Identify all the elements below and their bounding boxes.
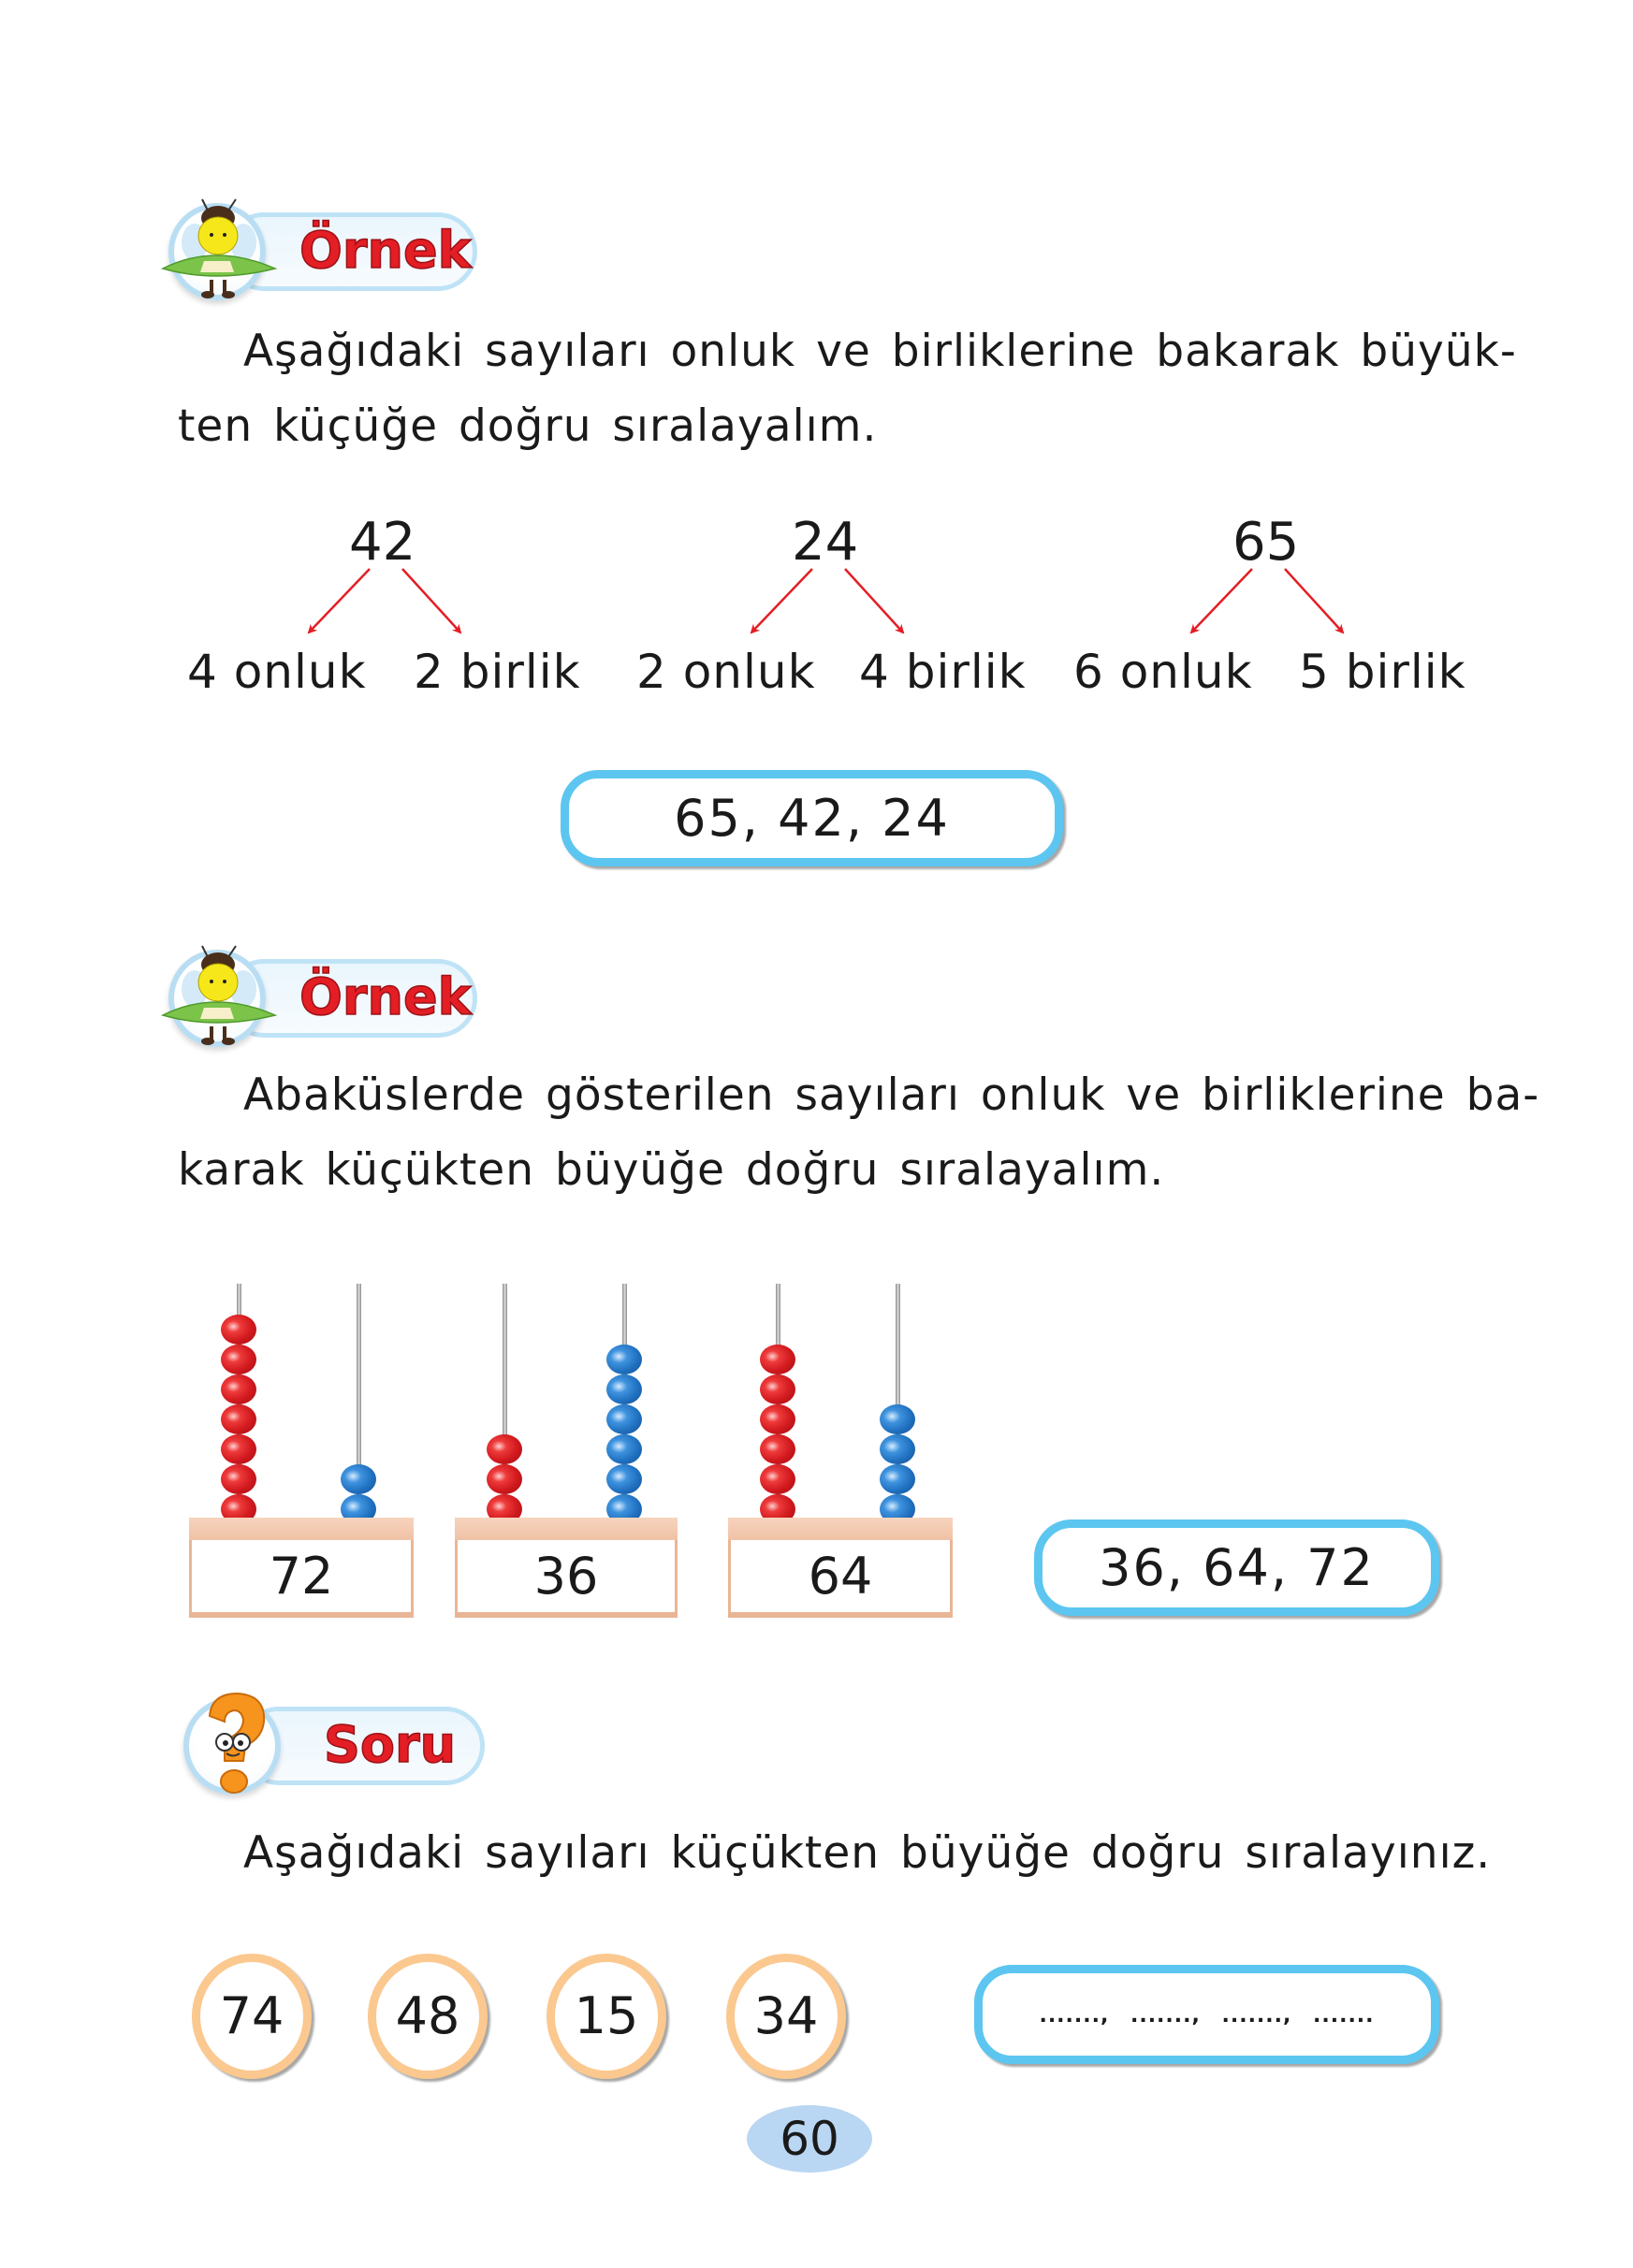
- tens-label-24: 2 onluk: [636, 645, 816, 699]
- ones-bead: [880, 1404, 915, 1434]
- answer-input-box[interactable]: [974, 1965, 1439, 2064]
- tens-bead: [487, 1434, 522, 1464]
- answer-text: 65, 42, 24: [674, 788, 950, 848]
- abacus-label: 36: [455, 1540, 678, 1615]
- bee-writing-on-leaf-icon: [159, 940, 281, 1057]
- ones-label-42: 2 birlik: [414, 645, 581, 699]
- ones-bead: [880, 1434, 915, 1464]
- abacus-base: [189, 1518, 414, 1542]
- instruction-line-2: ten küçüğe doğru sıralayalım.: [178, 400, 878, 452]
- instruction-line-1: Abaküslerde gösterilen sayıları onluk ve birliklerine ba-: [243, 1069, 1540, 1121]
- tens-bead: [221, 1315, 256, 1345]
- arrow-icon: [309, 569, 370, 632]
- number-42: 42: [349, 512, 416, 573]
- question-instruction: Aşağıdaki sayıları küçükten büyüğe doğru sıralayınız.: [243, 1827, 1492, 1879]
- tens-bead: [221, 1434, 256, 1464]
- arrow-icon: [751, 569, 812, 632]
- abacus-base: [728, 1518, 953, 1542]
- abacus-label: 72: [189, 1540, 414, 1615]
- abacus-base: [455, 1518, 678, 1542]
- question-badge: [174, 1695, 497, 1798]
- answer-text: 36, 64, 72: [1099, 1537, 1375, 1597]
- number-circle-48: 48: [368, 1954, 488, 2079]
- tens-bead: [221, 1345, 256, 1374]
- question-mark-character-icon: [183, 1688, 286, 1805]
- tens-bead: [760, 1374, 795, 1404]
- ones-bead: [606, 1404, 642, 1434]
- page-number: 60: [747, 2105, 872, 2173]
- badge-label: Örnek: [299, 221, 472, 280]
- tens-bead: [221, 1404, 256, 1434]
- instruction-line-2: karak küçükten büyüğe doğru sıralayalım.: [178, 1144, 1165, 1196]
- number-circle-34: 34: [726, 1954, 846, 2079]
- tens-bead: [221, 1464, 256, 1494]
- tens-label-65: 6 onluk: [1073, 645, 1253, 699]
- arrow-icon: [1285, 569, 1343, 632]
- ones-bead: [606, 1464, 642, 1494]
- tens-bead: [760, 1345, 795, 1374]
- number-65: 65: [1232, 512, 1300, 573]
- number-circle-15: 15: [547, 1954, 666, 2079]
- tens-bead: [760, 1464, 795, 1494]
- number-24: 24: [792, 512, 859, 573]
- arrow-icon: [402, 569, 460, 632]
- badge-label: Soru: [324, 1715, 457, 1774]
- number-circle-74: 74: [192, 1954, 312, 2079]
- decomposition-arrows: [0, 0, 1633, 711]
- answer-box-1: [561, 770, 1063, 866]
- instruction-line-1: Aşağıdaki sayıları onluk ve birliklerine bakarak büyük-: [243, 326, 1517, 377]
- example-badge-2: [159, 948, 482, 1051]
- tens-bead: [487, 1464, 522, 1494]
- arrow-icon: [1191, 569, 1252, 632]
- ones-label-65: 5 birlik: [1299, 645, 1466, 699]
- ones-bead: [606, 1345, 642, 1374]
- ones-label-24: 4 birlik: [859, 645, 1027, 699]
- ones-bead: [606, 1434, 642, 1464]
- answer-placeholder: ......., ......., ......., .......: [1039, 2004, 1375, 2028]
- tens-bead: [760, 1404, 795, 1434]
- tens-bead: [760, 1434, 795, 1464]
- ones-bead: [341, 1464, 376, 1494]
- badge-label: Örnek: [299, 967, 472, 1026]
- tens-label-42: 4 onluk: [187, 645, 367, 699]
- ones-bead: [606, 1374, 642, 1404]
- arrow-icon: [845, 569, 903, 632]
- ones-bead: [880, 1464, 915, 1494]
- tens-bead: [221, 1374, 256, 1404]
- abacus-label: 64: [728, 1540, 953, 1615]
- answer-box-2: [1034, 1519, 1439, 1616]
